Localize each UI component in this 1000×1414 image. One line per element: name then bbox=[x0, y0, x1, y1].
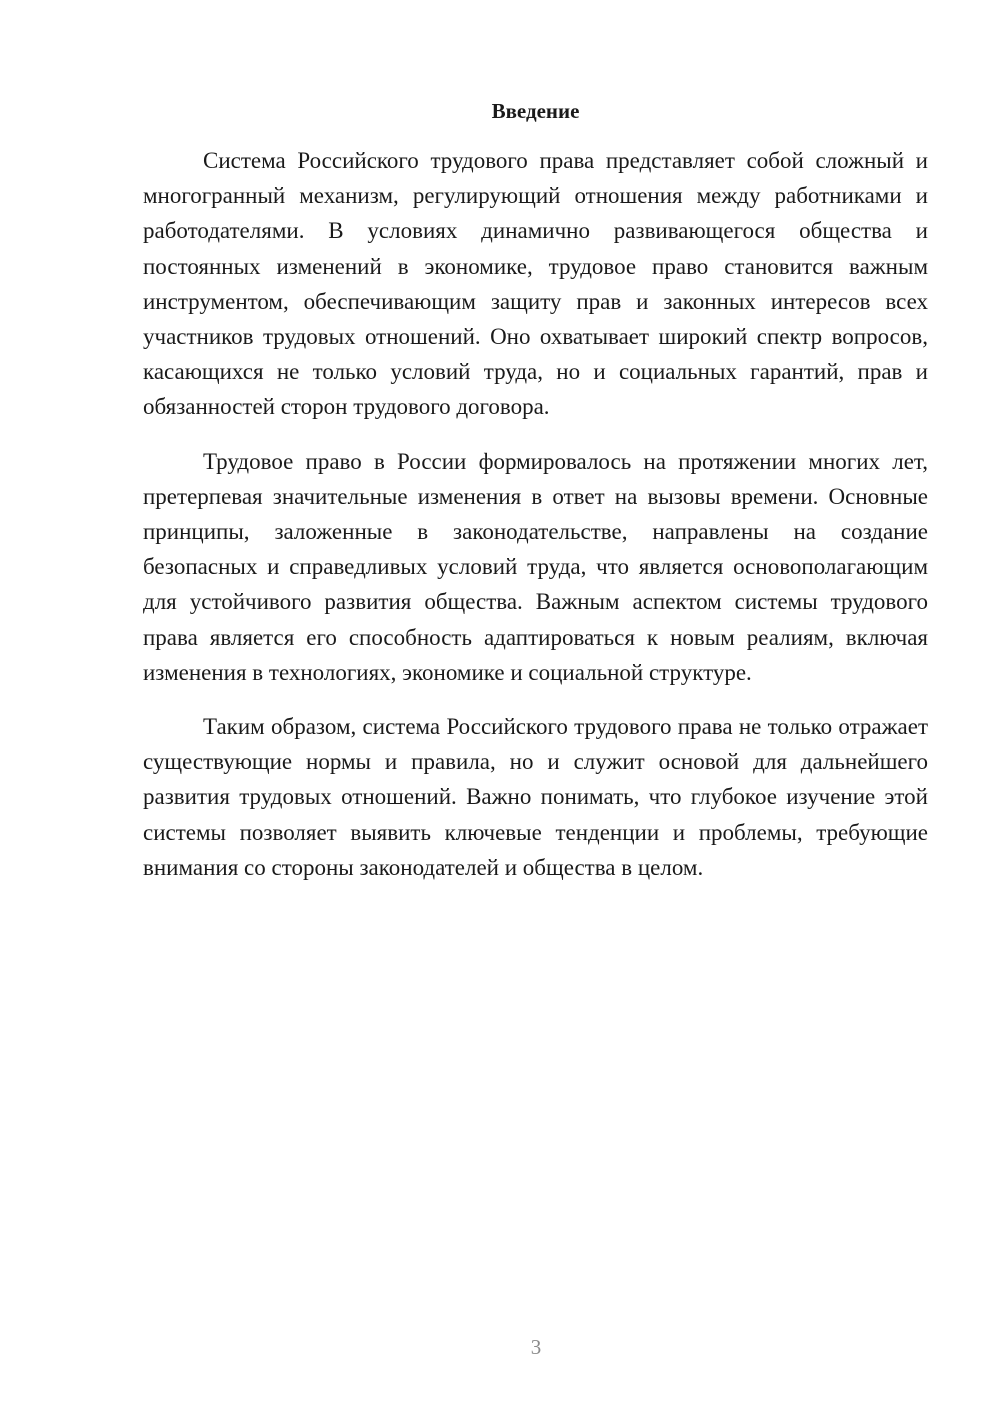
paragraph-1: Система Российского трудового права представляет собой сложный и многогранный механизм, регулирующий отношения между работниками и работодателями. В условиях динамично развивающегося общества и постоянных изменений в экономике, трудовое право становится важным инструментом, обеспечивающим защиту прав и законных интересов всех участников трудовых отношений. Оно охватывает широкий спектр вопросов, касающихся не только условий труда, но и социальных гарантий, прав и обязанностей сторон трудового договора. bbox=[143, 148, 928, 420]
document-body bbox=[143, 143, 928, 904]
section-title: Введение bbox=[491, 99, 580, 123]
paragraph-3: Таким образом, система Российского трудового права не только отражает существующие нормы и правила, но и служит основой для дальнейшего развития трудовых отношений. Важно понимать, что глубокое изучение этой системы позволяет выявить ключевые тенденции и проблемы, требующие внимания со стороны законодателей и общества в целом. bbox=[143, 714, 928, 880]
page-number: 3 bbox=[530, 1335, 542, 1359]
paragraph-2: Трудовое право в России формировалось на протяжении многих лет, претерпевая значительные изменения в ответ на вызовы времени. Основные принципы, заложенные в законодательстве, направлены на создание безопасных и справедливых условий труда, что является основополагающим для устойчивого развития общества. Важным аспектом системы трудового права является его способность адаптироваться к новым реалиям, включая изменения в технологиях, экономике и социальной структуре. bbox=[143, 448, 928, 685]
